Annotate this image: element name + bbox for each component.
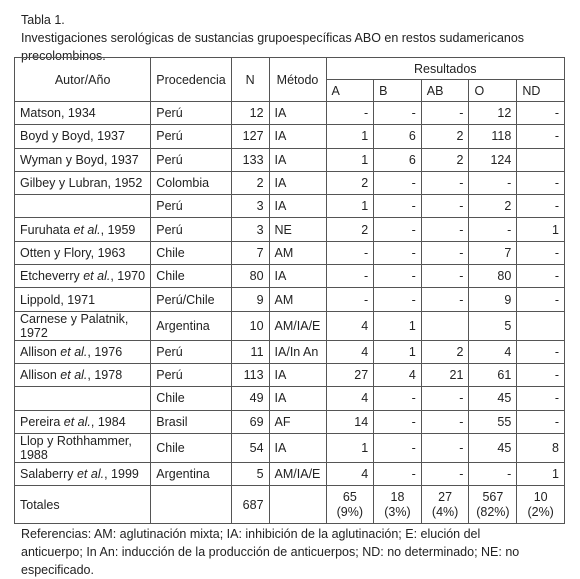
cell-ab: 2 [421,125,469,148]
table-row [15,340,565,363]
cell-b: - [374,102,422,125]
cell-method: IA [269,363,326,386]
cell-method: IA [269,195,326,218]
totals-row [15,486,565,524]
table-row [15,171,565,194]
cell-a: - [326,102,374,125]
totals-origin [151,486,232,524]
totals-a: 65 (9%) [326,486,374,524]
cell-method: AM [269,241,326,264]
totals-method [269,486,326,524]
table-row [15,241,565,264]
cell-origin: Perú [151,102,232,125]
cell-a: 4 [326,340,374,363]
cell-origin: Chile [151,241,232,264]
cell-a: 14 [326,410,374,433]
cell-ab: - [421,218,469,241]
table-row [15,433,565,462]
results-table [14,57,565,524]
cell-a: - [326,265,374,288]
cell-n: 3 [231,218,269,241]
cell-origin: Perú [151,195,232,218]
cell-origin: Argentina [151,311,232,340]
cell-nd: 8 [517,433,565,462]
cell-n: 3 [231,195,269,218]
cell-method: AF [269,410,326,433]
cell-ab: - [421,288,469,311]
cell-a: 2 [326,218,374,241]
cell-author: Llop y Rothhammer, 1988 [15,433,151,462]
cell-ab: - [421,241,469,264]
cell-n: 54 [231,433,269,462]
cell-nd: - [517,102,565,125]
cell-nd: - [517,265,565,288]
cell-origin: Colombia [151,171,232,194]
header-a: A [326,80,374,102]
cell-author: Wyman y Boyd, 1937 [15,148,151,171]
cell-b: - [374,218,422,241]
cell-author: Otten y Flory, 1963 [15,241,151,264]
cell-ab: - [421,387,469,410]
cell-method: AM/IA/E [269,311,326,340]
table-row [15,265,565,288]
table-notes: Referencias: AM: aglutinación mixta; IA: inhibición de la aglutinación; E: elución del anticuerpo; In An: inducción de la producción de anticuerpos; ND: no determinado; NE: no especificado. [21,527,520,577]
cell-o: 61 [469,363,517,386]
cell-b: - [374,171,422,194]
cell-n: 9 [231,288,269,311]
table-row [15,148,565,171]
table-row [15,125,565,148]
cell-b: - [374,462,422,485]
cell-origin: Chile [151,265,232,288]
cell-ab: - [421,195,469,218]
cell-method: AM [269,288,326,311]
cell-o: 45 [469,387,517,410]
cell-b: - [374,433,422,462]
cell-method: NE [269,218,326,241]
cell-method: AM/IA/E [269,462,326,485]
cell-o: 55 [469,410,517,433]
cell-author: Etcheverry et al., 1970 [15,265,151,288]
cell-author [15,195,151,218]
cell-a: 1 [326,433,374,462]
cell-n: 7 [231,241,269,264]
cell-a: - [326,241,374,264]
cell-origin: Chile [151,433,232,462]
cell-origin: Perú [151,148,232,171]
cell-n: 49 [231,387,269,410]
table-title: Investigaciones serológicas de sustancias grupoespecíficas ABO en restos sudamericanos precolombinos. [21,31,525,63]
cell-origin: Brasil [151,410,232,433]
totals-nd: 10 (2%) [517,486,565,524]
cell-b: - [374,288,422,311]
table-row [15,102,565,125]
cell-author: Lippold, 1971 [15,288,151,311]
cell-author: Furuhata et al., 1959 [15,218,151,241]
cell-b: 6 [374,125,422,148]
table-row [15,288,565,311]
cell-origin: Perú [151,218,232,241]
cell-origin: Perú [151,125,232,148]
cell-author: Salaberry et al., 1999 [15,462,151,485]
cell-method: IA [269,102,326,125]
header-n: N [231,58,269,102]
cell-nd: 1 [517,218,565,241]
cell-o: 45 [469,433,517,462]
cell-a: 4 [326,311,374,340]
cell-origin: Perú/Chile [151,288,232,311]
cell-nd: - [517,125,565,148]
header-procedencia: Procedencia [151,58,232,102]
cell-b: 1 [374,340,422,363]
totals-ab: 27 (4%) [421,486,469,524]
totals-o: 567 (82%) [469,486,517,524]
cell-a: 1 [326,148,374,171]
table-row [15,311,565,340]
cell-ab: - [421,171,469,194]
cell-o: 9 [469,288,517,311]
cell-ab: 2 [421,340,469,363]
cell-n: 133 [231,148,269,171]
totals-b: 18 (3%) [374,486,422,524]
cell-b: 4 [374,363,422,386]
cell-n: 69 [231,410,269,433]
cell-b: 1 [374,311,422,340]
cell-n: 80 [231,265,269,288]
cell-ab: - [421,410,469,433]
cell-ab [421,311,469,340]
cell-nd: - [517,340,565,363]
cell-author: Allison et al., 1978 [15,363,151,386]
cell-ab: - [421,462,469,485]
cell-b: - [374,410,422,433]
cell-o: 80 [469,265,517,288]
cell-method: IA [269,387,326,410]
cell-o: 12 [469,102,517,125]
cell-origin: Perú [151,340,232,363]
cell-ab: - [421,265,469,288]
cell-nd [517,148,565,171]
cell-o: - [469,218,517,241]
cell-b: 6 [374,148,422,171]
table-row [15,387,565,410]
cell-origin: Argentina [151,462,232,485]
cell-author [15,387,151,410]
cell-nd: - [517,171,565,194]
cell-author: Pereira et al., 1984 [15,410,151,433]
cell-o: - [469,462,517,485]
cell-b: - [374,265,422,288]
cell-method: IA/In An [269,340,326,363]
cell-a: 1 [326,125,374,148]
table-row [15,195,565,218]
table-row [15,462,565,485]
header-resultados: Resultados [326,58,564,80]
cell-method: IA [269,171,326,194]
cell-a: 27 [326,363,374,386]
header-ab: AB [421,80,469,102]
cell-author: Boyd y Boyd, 1937 [15,125,151,148]
cell-nd: - [517,195,565,218]
cell-nd: - [517,241,565,264]
cell-n: 11 [231,340,269,363]
cell-nd: - [517,288,565,311]
cell-o: 7 [469,241,517,264]
cell-method: IA [269,433,326,462]
cell-n: 2 [231,171,269,194]
header-b: B [374,80,422,102]
cell-a: 4 [326,462,374,485]
cell-nd: - [517,410,565,433]
cell-n: 127 [231,125,269,148]
cell-origin: Perú [151,363,232,386]
cell-b: - [374,241,422,264]
cell-n: 113 [231,363,269,386]
totals-label: Totales [15,486,151,524]
header-metodo: Método [269,58,326,102]
cell-ab: - [421,433,469,462]
cell-o: 124 [469,148,517,171]
table-row [15,218,565,241]
cell-nd [517,311,565,340]
totals-n: 687 [231,486,269,524]
cell-a: - [326,288,374,311]
cell-ab: 21 [421,363,469,386]
cell-origin: Chile [151,387,232,410]
cell-method: IA [269,148,326,171]
cell-author: Carnese y Palatnik, 1972 [15,311,151,340]
cell-author: Matson, 1934 [15,102,151,125]
cell-o: 5 [469,311,517,340]
cell-nd: - [517,363,565,386]
header-nd: ND [517,80,565,102]
cell-method: IA [269,265,326,288]
header-autor: Autor/Año [15,58,151,102]
cell-b: - [374,195,422,218]
cell-ab: - [421,102,469,125]
cell-n: 5 [231,462,269,485]
cell-a: 4 [326,387,374,410]
cell-ab: 2 [421,148,469,171]
cell-n: 12 [231,102,269,125]
table-label: Tabla 1. [21,13,65,27]
cell-author: Allison et al., 1976 [15,340,151,363]
cell-n: 10 [231,311,269,340]
cell-a: 2 [326,171,374,194]
table-row [15,363,565,386]
cell-a: 1 [326,195,374,218]
cell-b: - [374,387,422,410]
cell-nd: 1 [517,462,565,485]
header-o: O [469,80,517,102]
cell-o: 118 [469,125,517,148]
cell-method: IA [269,125,326,148]
cell-o: 4 [469,340,517,363]
cell-nd: - [517,387,565,410]
cell-author: Gilbey y Lubran, 1952 [15,171,151,194]
cell-o: - [469,171,517,194]
cell-o: 2 [469,195,517,218]
table-row [15,410,565,433]
